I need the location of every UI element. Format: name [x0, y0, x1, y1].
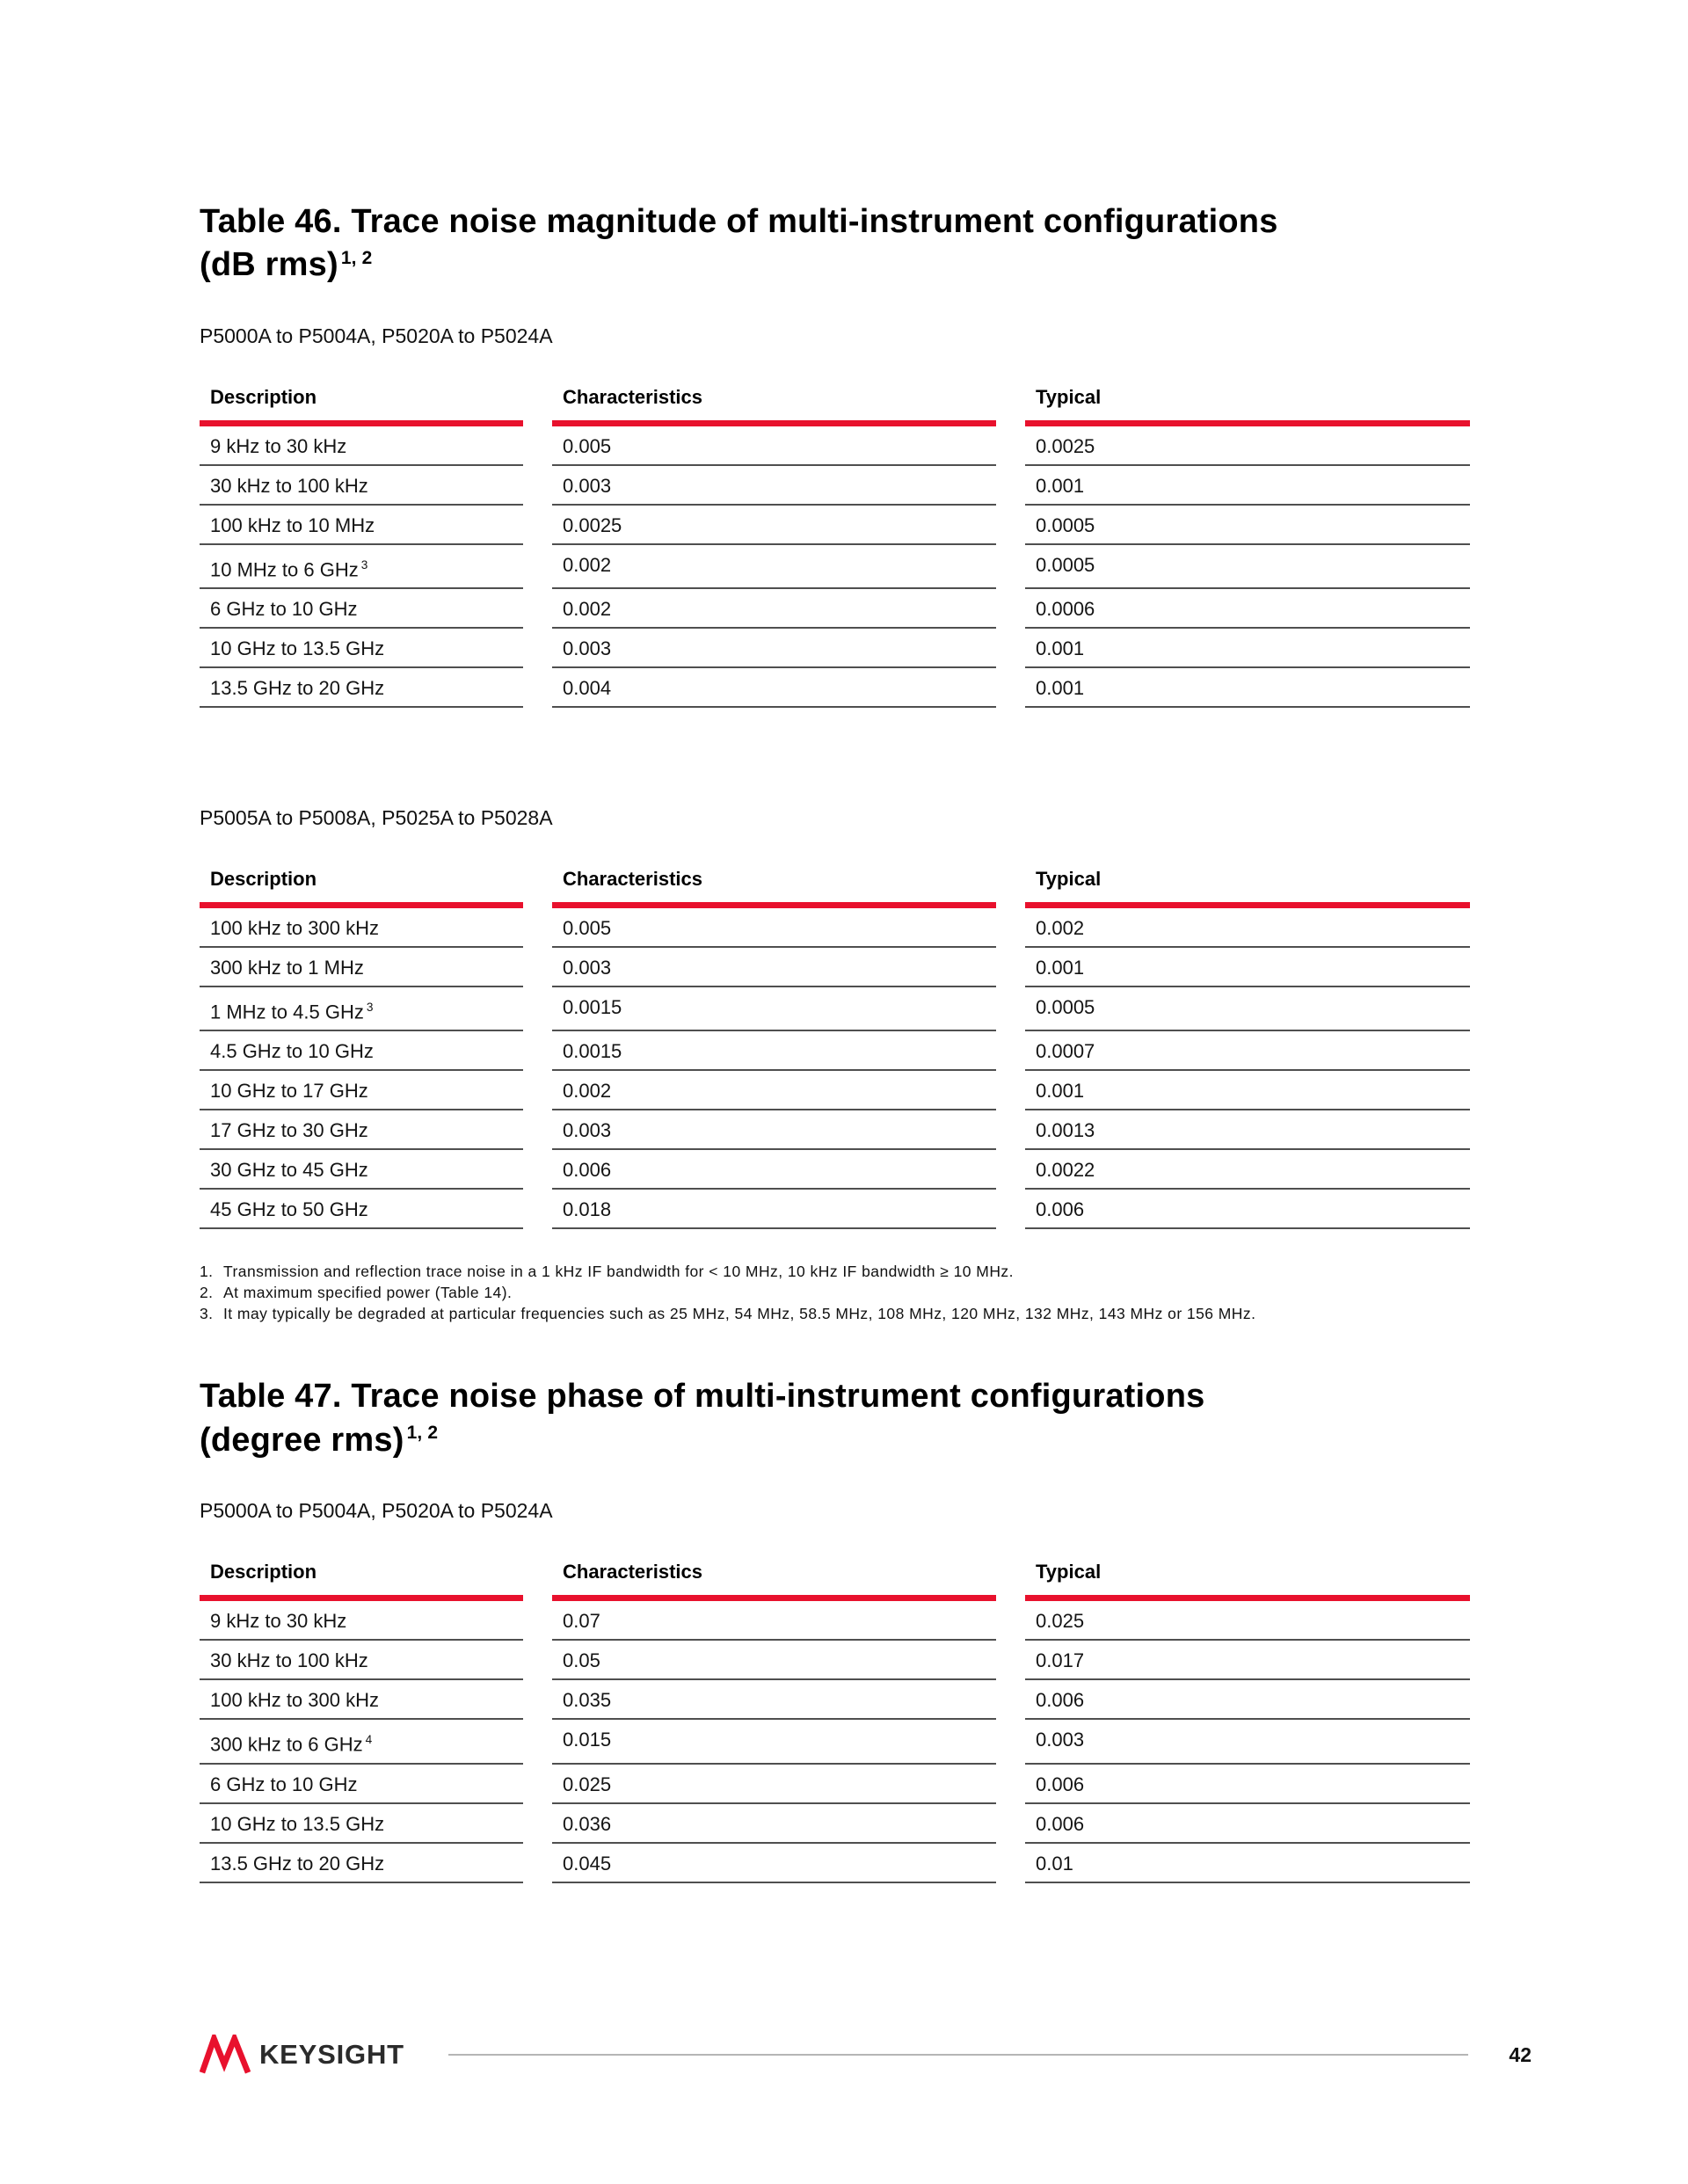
cell-characteristics: 0.005: [552, 426, 996, 466]
table-row: [200, 1150, 1470, 1190]
frequency-range-label: 9 kHz to 30 kHz: [210, 1610, 347, 1633]
column-header-characteristics: Characteristics: [552, 387, 996, 426]
footnote-number: 1.: [200, 1263, 214, 1281]
frequency-range-label: 45 GHz to 50 GHz: [210, 1198, 368, 1221]
spec-section: [200, 324, 1470, 708]
cell-description: [200, 1765, 523, 1804]
footnote-number: 2.: [200, 1284, 214, 1302]
cell-characteristics: 0.0015: [552, 1031, 996, 1071]
frequency-range-label: 100 kHz to 300 kHz: [210, 917, 379, 940]
cell-description: [200, 1110, 523, 1150]
cell-characteristics: 0.0025: [552, 506, 996, 545]
cell-characteristics: 0.036: [552, 1804, 996, 1844]
cell-characteristics: 0.002: [552, 1071, 996, 1110]
spec-table: [200, 869, 1470, 1229]
cell-description: [200, 1150, 523, 1190]
table-header-row: [200, 1562, 1470, 1601]
cell-description: [200, 466, 523, 506]
footnote: [200, 1282, 1470, 1303]
frequency-range-label: 13.5 GHz to 20 GHz: [210, 677, 385, 700]
column-header-characteristics: Characteristics: [552, 869, 996, 908]
cell-characteristics: 0.002: [552, 545, 996, 589]
table-47-title-line2: (degree rms): [200, 1421, 404, 1459]
cell-typical: 0.0006: [1025, 589, 1470, 629]
cell-description: [200, 1844, 523, 1883]
frequency-range-label: 13.5 GHz to 20 GHz: [210, 1852, 385, 1875]
table-row: [200, 1641, 1470, 1680]
cell-description: [200, 589, 523, 629]
cell-characteristics: 0.003: [552, 629, 996, 668]
model-range-subtitle: P5000A to P5004A, P5020A to P5024A: [200, 1499, 553, 1523]
cell-typical: 0.001: [1025, 629, 1470, 668]
table-46-block: [200, 200, 1470, 1324]
table-row: [200, 1031, 1470, 1071]
footnote-text: It may typically be degraded at particular frequencies such as 25 MHz, 54 MHz, 58.5 MHz, 108 MHz, 120 MHz, 132 MHz, 143 MHz or 156 MHz.: [223, 1305, 1256, 1323]
cell-characteristics: 0.006: [552, 1150, 996, 1190]
model-range-subtitle: P5000A to P5004A, P5020A to P5024A: [200, 324, 553, 347]
cell-typical: 0.001: [1025, 948, 1470, 987]
cell-typical: 0.01: [1025, 1844, 1470, 1883]
frequency-range-label: 6 GHz to 10 GHz: [210, 1773, 358, 1795]
cell-characteristics: 0.003: [552, 948, 996, 987]
keysight-logo: [200, 2035, 404, 2075]
cell-characteristics: 0.015: [552, 1720, 996, 1764]
spec-section: [200, 806, 1470, 1229]
table-row: [200, 466, 1470, 506]
cell-description: [200, 1190, 523, 1229]
cell-characteristics: 0.045: [552, 1844, 996, 1883]
cell-description: [200, 1071, 523, 1110]
table-46-footnotes: [200, 1261, 1470, 1324]
table-row: [200, 1601, 1470, 1641]
cell-typical: 0.001: [1025, 466, 1470, 506]
column-header-description: Description: [200, 387, 523, 426]
cell-description: [200, 1601, 523, 1641]
cell-typical: 0.0005: [1025, 987, 1470, 1031]
frequency-range-label: 30 GHz to 45 GHz: [210, 1159, 368, 1182]
table-row: [200, 1804, 1470, 1844]
cell-characteristics: 0.05: [552, 1641, 996, 1680]
table-46-title-line2: (dB rms): [200, 246, 338, 284]
table-row: [200, 426, 1470, 466]
cell-description: [200, 1031, 523, 1071]
table-47-block: [200, 1375, 1470, 1882]
cell-description: [200, 1804, 523, 1844]
table-row: [200, 1680, 1470, 1720]
table-body: [200, 1601, 1470, 1882]
cell-typical: 0.0007: [1025, 1031, 1470, 1071]
keysight-spark-icon: [200, 2035, 251, 2075]
table-47-footnote-refs: 1, 2: [406, 1423, 439, 1444]
column-header-typical: Typical: [1025, 869, 1470, 908]
frequency-range-label: 10 GHz to 13.5 GHz: [210, 637, 385, 660]
frequency-range-label: 100 kHz to 10 MHz: [210, 513, 375, 536]
table-row: [200, 948, 1470, 987]
cell-characteristics: 0.0015: [552, 987, 996, 1031]
frequency-range-label: 30 kHz to 100 kHz: [210, 474, 368, 497]
table-row: [200, 908, 1470, 948]
cell-description: [200, 1641, 523, 1680]
column-header-typical: Typical: [1025, 387, 1470, 426]
table-row: [200, 1110, 1470, 1150]
page-footer: [200, 2027, 1532, 2082]
cell-characteristics: 0.003: [552, 1110, 996, 1150]
column-header-typical: Typical: [1025, 1562, 1470, 1601]
footnote: [200, 1261, 1470, 1282]
frequency-range-label: 300 kHz to 1 MHz: [210, 957, 364, 979]
cell-description: [200, 426, 523, 466]
column-header-description: Description: [200, 1562, 523, 1601]
cell-description: [200, 1720, 523, 1764]
footnote-text: At maximum specified power (Table 14).: [223, 1284, 513, 1302]
table-46-sections: [200, 324, 1470, 1230]
cell-typical: 0.0013: [1025, 1110, 1470, 1150]
footnote: [200, 1303, 1470, 1324]
table-row: [200, 987, 1470, 1031]
cell-typical: 0.006: [1025, 1190, 1470, 1229]
frequency-range-label: 10 GHz to 17 GHz: [210, 1080, 368, 1103]
table-row: [200, 545, 1470, 589]
cell-description: [200, 948, 523, 987]
cell-typical: 0.006: [1025, 1680, 1470, 1720]
table-row: [200, 629, 1470, 668]
frequency-range-label: 30 kHz to 100 kHz: [210, 1649, 368, 1672]
cell-typical: 0.006: [1025, 1765, 1470, 1804]
table-row: [200, 1071, 1470, 1110]
table-47-title-line1: Table 47. Trace noise phase of multi-instrument configurations: [200, 1378, 1205, 1416]
cell-typical: 0.017: [1025, 1641, 1470, 1680]
frequency-range-label: 1 MHz to 4.5 GHz: [210, 1001, 364, 1023]
cell-description: [200, 629, 523, 668]
cell-typical: 0.0022: [1025, 1150, 1470, 1190]
cell-description: [200, 668, 523, 708]
model-range-subtitle: P5005A to P5008A, P5025A to P5028A: [200, 806, 553, 830]
footnote-number: 3.: [200, 1305, 214, 1323]
frequency-range-label: 100 kHz to 300 kHz: [210, 1689, 379, 1712]
spec-table: [200, 387, 1470, 708]
frequency-range-label: 6 GHz to 10 GHz: [210, 598, 358, 621]
table-body: [200, 426, 1470, 708]
footnote-text: Transmission and reflection trace noise in a 1 kHz IF bandwidth for < 10 MHz, 10 kHz IF bandwidth ≥ 10 MHz.: [223, 1263, 1014, 1281]
cell-characteristics: 0.018: [552, 1190, 996, 1229]
cell-characteristics: 0.003: [552, 466, 996, 506]
table-47-title: [200, 1375, 1470, 1462]
cell-typical: 0.025: [1025, 1601, 1470, 1641]
table-row: [200, 1765, 1470, 1804]
cell-typical: 0.003: [1025, 1720, 1470, 1764]
cell-characteristics: 0.004: [552, 668, 996, 708]
cell-characteristics: 0.07: [552, 1601, 996, 1641]
table-46-footnote-refs: 1, 2: [340, 247, 373, 268]
table-row: [200, 589, 1470, 629]
cell-description: [200, 987, 523, 1031]
cell-characteristics: 0.025: [552, 1765, 996, 1804]
cell-description: [200, 506, 523, 545]
frequency-range-label: 10 MHz to 6 GHz: [210, 558, 359, 581]
table-46-title-line1: Table 46. Trace noise magnitude of multi-instrument configurations: [200, 203, 1278, 240]
frequency-range-label: 300 kHz to 6 GHz: [210, 1733, 363, 1756]
cell-characteristics: 0.035: [552, 1680, 996, 1720]
row-footnote-ref: 3: [360, 557, 368, 571]
frequency-range-label: 9 kHz to 30 kHz: [210, 434, 347, 457]
spec-table: [200, 1562, 1470, 1882]
frequency-range-label: 10 GHz to 13.5 GHz: [210, 1812, 385, 1835]
cell-typical: 0.001: [1025, 668, 1470, 708]
footer-divider: [448, 2054, 1469, 2056]
table-header-row: [200, 869, 1470, 908]
cell-typical: 0.006: [1025, 1804, 1470, 1844]
spec-section: [200, 1499, 1470, 1882]
table-row: [200, 1190, 1470, 1229]
cell-description: [200, 1680, 523, 1720]
table-header-row: [200, 387, 1470, 426]
table-row: [200, 1844, 1470, 1883]
cell-characteristics: 0.002: [552, 589, 996, 629]
cell-typical: 0.002: [1025, 908, 1470, 948]
cell-characteristics: 0.005: [552, 908, 996, 948]
table-47-sections: [200, 1499, 1470, 1882]
frequency-range-label: 4.5 GHz to 10 GHz: [210, 1040, 374, 1063]
table-row: [200, 1720, 1470, 1764]
frequency-range-label: 17 GHz to 30 GHz: [210, 1119, 368, 1142]
table-row: [200, 668, 1470, 708]
cell-typical: 0.0005: [1025, 545, 1470, 589]
page-number: 42: [1509, 2042, 1532, 2066]
cell-typical: 0.001: [1025, 1071, 1470, 1110]
column-header-characteristics: Characteristics: [552, 1562, 996, 1601]
table-46-title: [200, 200, 1470, 288]
table-row: [200, 506, 1470, 545]
row-footnote-ref: 3: [366, 1001, 374, 1015]
table-body: [200, 908, 1470, 1229]
cell-description: [200, 908, 523, 948]
cell-typical: 0.0025: [1025, 426, 1470, 466]
column-header-description: Description: [200, 869, 523, 908]
cell-description: [200, 545, 523, 589]
row-footnote-ref: 4: [365, 1733, 373, 1747]
cell-typical: 0.0005: [1025, 506, 1470, 545]
keysight-logo-text: KEYSIGHT: [259, 2039, 404, 2070]
